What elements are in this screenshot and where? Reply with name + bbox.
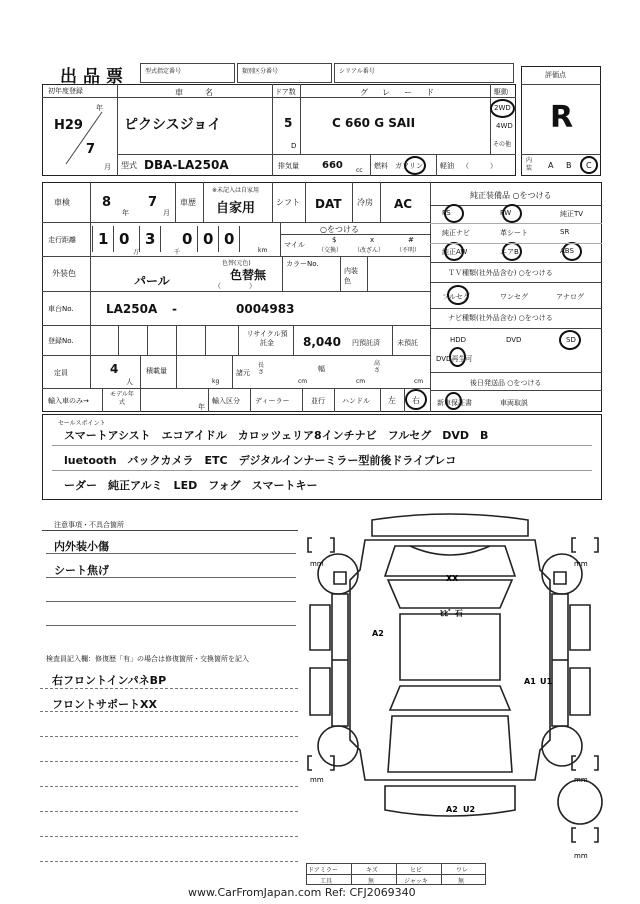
cc-unit: cc: [356, 167, 363, 174]
recycle-not: 未預託: [397, 339, 418, 347]
light-oil-label: 軽油: [440, 162, 454, 170]
height-label: 高さ: [374, 360, 381, 374]
mark-rear-a2: A2: [446, 805, 458, 814]
mileage-digit: 1: [98, 230, 109, 248]
model-value: DBA-LA250A: [144, 158, 229, 172]
inspection-month-unit: 月: [163, 209, 170, 217]
sym-x: x: [370, 236, 375, 244]
ac-value: AC: [394, 197, 413, 211]
equipment-item: 純正AW: [442, 248, 468, 256]
first-reg-year: H29: [54, 118, 83, 133]
tamper-label: （改ざん）: [354, 247, 385, 254]
later-item-0: 新車保証書: [437, 399, 472, 407]
history-value: 自家用: [216, 201, 256, 216]
mark-rear-u2: U2: [463, 805, 476, 814]
mileage-divider: [197, 226, 198, 252]
note-rule: [46, 553, 296, 554]
length-label: 長さ: [258, 362, 265, 376]
color-orig-label: 色替(元色): [222, 260, 251, 267]
reg-cell-divider: [205, 325, 206, 355]
legend-header-0: ドアミラー: [308, 867, 338, 874]
tv-title: ＴＶ種類(社外品含む) ○をつける: [448, 269, 553, 277]
inspection-label: 車検: [54, 198, 70, 207]
interior-color-label: 内装色: [344, 267, 358, 285]
note-line-0: 内外装小傷: [54, 540, 109, 553]
capacity-value: 4: [110, 362, 119, 376]
mm-fr: mm: [574, 560, 588, 568]
note-line-1: シート焦げ: [54, 564, 109, 577]
tv-item-0: フルセグ: [442, 293, 470, 301]
recycle-label: リサイクル預託金: [246, 330, 288, 347]
grade-label: グ レ ー ド: [360, 88, 437, 97]
equipment-row-rule: [430, 223, 602, 224]
legend-row-1: ジャッキ: [404, 878, 428, 885]
dealer-label: ディーラー: [255, 397, 290, 405]
mileage-digit: 0: [224, 230, 235, 248]
interior-label: 内装: [526, 157, 533, 172]
model-code-box: [140, 63, 235, 83]
mark-right-u1: U1: [540, 677, 553, 686]
mileage-label: 走行距離: [48, 236, 76, 244]
inspector-rule: [40, 861, 298, 862]
shift-value: DAT: [315, 197, 342, 211]
later-title: 後日発送品 ○をつける: [470, 379, 542, 387]
mileage-divider: [239, 226, 240, 252]
color-change: 色替無: [230, 268, 267, 282]
handle-label: ハンドル: [342, 397, 370, 405]
model-year-label: モデル年式: [110, 391, 134, 406]
legend-row-0: 無: [368, 878, 375, 885]
fuel-paren: （ ）: [462, 162, 497, 170]
mileage-digit: 0: [182, 230, 193, 248]
inspector-label: 検査員記入欄：修復歴「有」の場合は修復箇所・交換箇所を記入: [46, 655, 249, 663]
drive-4wd: 4WD: [496, 122, 513, 130]
mileage-divider: [113, 226, 114, 252]
equipment-item: 革シート: [500, 229, 528, 237]
drive-other: その他: [493, 141, 512, 148]
watermark: www.CarFromJapan.com Ref: CFJ2069340: [188, 886, 416, 899]
car-name-label: 車 名: [175, 88, 215, 97]
mark-left-fender: A2: [372, 629, 384, 638]
interior-c: C: [586, 161, 592, 170]
wheel-rear-right: [542, 726, 582, 766]
import-year-unit: 年: [198, 403, 205, 411]
capacity-label: 定員: [54, 369, 68, 377]
equipment-circle: [502, 204, 522, 223]
inspector-rule: [40, 811, 298, 812]
roof: [400, 614, 500, 680]
fuel-gasoline: ガソリン: [395, 162, 423, 170]
selling-points-label: セールスポイント: [58, 420, 106, 427]
doors-label: ドア数: [275, 88, 296, 96]
car-damage-diagram: [300, 510, 620, 870]
legend-header-3: ワレ: [456, 867, 469, 874]
tv-item-1: ワンセグ: [500, 293, 528, 301]
interior-a: A: [548, 161, 554, 170]
color-paren: （ ）: [214, 282, 256, 290]
navi-sd-circle: [559, 330, 581, 350]
notes-label: 注意事項・不具合箇所: [54, 521, 124, 529]
chassis-label: 車台No.: [48, 305, 74, 313]
mark-right-a1: A1: [524, 677, 536, 686]
equipment-item: 純正ナビ: [442, 229, 470, 237]
score-label: 評価点: [545, 71, 566, 79]
mile-label: マイル: [284, 241, 305, 249]
class-code-label: 類別区分番号: [242, 68, 279, 75]
swap-label: （交換）: [318, 247, 343, 254]
model-label: 型式: [121, 161, 137, 170]
selling-line-1: luetooth バックカメラ ETC デジタルインナーミラー型前後ドライブレコ: [64, 454, 457, 467]
navi-item-2: SD: [566, 336, 576, 344]
inspector-rule: [40, 761, 298, 762]
legend-row-2: 無: [458, 878, 465, 885]
front-bumper: [372, 514, 528, 536]
equipment-item: PS: [442, 209, 451, 217]
color-value: パール: [134, 274, 170, 288]
mileage-divider: [92, 226, 93, 252]
note-rule: [46, 601, 296, 602]
displacement-value: 660: [322, 160, 343, 171]
serial-box: [334, 63, 514, 83]
inspector-line-0: 右フロントインパネBP: [52, 674, 167, 687]
reg-cell-divider: [147, 325, 148, 355]
handle-right-circle: [405, 389, 427, 410]
color-label: 外装色: [52, 269, 76, 278]
serial-label: シリアル番号: [339, 68, 375, 75]
width-cm: cm: [356, 378, 366, 385]
import-type-label: 輸入区分: [212, 397, 240, 405]
class-code-box: [237, 63, 332, 83]
inspection-year-unit: 年: [122, 209, 129, 217]
navi-dvd-play-circle: [449, 347, 466, 367]
note-rule: [46, 577, 296, 578]
import-label: 輸入車のみ→: [48, 397, 89, 405]
mileage-km: km: [258, 247, 268, 254]
recycle-amount: 8,040: [303, 335, 341, 349]
inspector-rule: [40, 711, 298, 712]
history-label: 車歴: [180, 198, 196, 207]
equipment-circle: [562, 242, 582, 261]
shift-label: シフト: [276, 198, 300, 207]
windshield: [388, 580, 512, 608]
history-note: ※未記入は自家用: [212, 187, 260, 194]
equipment-item: ABS: [560, 247, 574, 255]
inspector-rule: [40, 736, 298, 737]
dimensions-label: 諸元: [236, 369, 250, 377]
selling-line-2: ーダー 純正アルミ LED フォグ スマートキー: [64, 479, 318, 492]
doors-suffix: D: [291, 142, 297, 150]
mileage-digit: 3: [145, 230, 156, 248]
reg-cell-divider: [176, 325, 177, 355]
navi-item-1: DVD: [506, 336, 522, 344]
load-kg: kg: [212, 378, 220, 385]
width-label: 幅: [318, 365, 325, 373]
spare-tire: [558, 780, 602, 824]
handle-left: 左: [388, 396, 396, 405]
sym-hash: #: [408, 236, 414, 244]
doors-value: 5: [284, 116, 293, 130]
equipment-title: 純正装備品 ○をつける: [470, 191, 552, 200]
fuel-circle: [404, 156, 426, 175]
rear-window: [390, 686, 510, 710]
mileage-digit: 0: [203, 230, 214, 248]
legend-header-1: キズ: [366, 867, 378, 874]
equipment-circle: [444, 242, 464, 261]
capacity-unit: 人: [126, 378, 133, 386]
inspector-rule: [40, 688, 298, 689]
displacement-label: 排気量: [278, 162, 299, 170]
form-title: 出品票: [60, 67, 129, 87]
note-rule: [46, 625, 296, 626]
date-slash: [62, 108, 106, 168]
year-unit: 年: [96, 104, 103, 112]
mileage-digit: 0: [119, 230, 130, 248]
chassis-dash: -: [172, 302, 177, 316]
mm-rl: mm: [310, 776, 324, 784]
inspector-line-1: フロントサポートXX: [52, 698, 157, 711]
month-unit: 月: [104, 163, 111, 171]
later-warranty-circle: [445, 392, 462, 410]
rear-hatch: [388, 716, 512, 772]
equipment-row-rule: [430, 243, 602, 244]
mileage-sen: 千: [174, 249, 181, 256]
tv-full-seg-circle: [447, 285, 469, 305]
navi-item-0: HDD: [450, 336, 467, 344]
drive-2wd: 2WD: [494, 104, 511, 112]
equipment-item: PW: [500, 209, 512, 217]
score-value: R: [550, 100, 574, 135]
drive-label: 駆動: [494, 88, 508, 96]
mm-spare: mm: [574, 852, 588, 860]
unknown-label: （不明）: [396, 247, 421, 254]
handle-right: 右: [412, 396, 420, 405]
mileage-divider: [139, 226, 140, 252]
equipment-item: エアB: [500, 248, 519, 256]
circle-note: ○をつける: [320, 225, 359, 234]
recycle-unit: 円預託済: [352, 339, 380, 347]
drive-2wd-circle: [490, 99, 515, 118]
car-name: ピクシスジョイ: [124, 117, 222, 133]
equipment-circle: [502, 242, 522, 261]
wheel-front-left: [318, 554, 358, 594]
navi-title: ナビ種類(社外品含む) ○をつける: [448, 314, 553, 322]
length-cm: cm: [298, 378, 308, 385]
inspection-month: 7: [148, 195, 158, 210]
chassis-prefix: LA250A: [106, 302, 158, 316]
first-reg-label: 初年度登録: [48, 87, 83, 95]
selling-line-0: スマートアシスト エコアイドル カロッツェリア8インチナビ フルセグ DVD B: [64, 429, 489, 442]
legend-row-label: 工具: [320, 878, 333, 885]
mileage-divider: [218, 226, 219, 252]
fuel-label: 燃料: [374, 162, 388, 170]
interior-b: B: [566, 161, 572, 170]
first-reg-month: 7: [86, 142, 96, 157]
ac-label: 冷房: [357, 198, 373, 207]
sym-dollar: $: [332, 236, 337, 244]
navi-dvd-play: DVD再生可: [436, 355, 473, 363]
reg-cell-divider: [118, 325, 119, 355]
mm-rr: mm: [574, 776, 588, 784]
parallel-label: 並行: [311, 397, 325, 405]
model-code-label: 型式指定番号: [145, 68, 182, 75]
equipment-item: SR: [560, 228, 570, 236]
mileage-man: 万: [133, 249, 140, 256]
mm-fl: mm: [310, 560, 324, 568]
tv-item-2: アナログ: [556, 293, 584, 301]
inspection-year: 8: [102, 195, 112, 210]
mileage-divider: [160, 226, 161, 252]
height-cm: cm: [414, 378, 424, 385]
mark-windshield: ﾋﾋﾞ 石: [440, 609, 463, 618]
mark-hood: XX: [446, 574, 459, 583]
grade-value: C 660 G SAII: [332, 116, 416, 130]
interior-circle: [580, 156, 598, 174]
hood: [385, 546, 515, 576]
chassis-number: 0004983: [236, 302, 295, 316]
equipment-item: 純正TV: [560, 210, 584, 218]
load-label: 積載量: [146, 367, 167, 375]
color-no-label: カラーNo.: [286, 260, 319, 268]
inspector-rule: [40, 786, 298, 787]
reg-label: 登録No.: [48, 337, 74, 345]
inspector-rule: [40, 836, 298, 837]
wheel-rear-left: [318, 726, 358, 766]
legend-header-2: ヒビ: [410, 867, 423, 874]
equipment-circle: [444, 204, 464, 223]
later-item-1: 車両取説: [500, 399, 528, 407]
reg-cell-divider: [238, 325, 239, 355]
